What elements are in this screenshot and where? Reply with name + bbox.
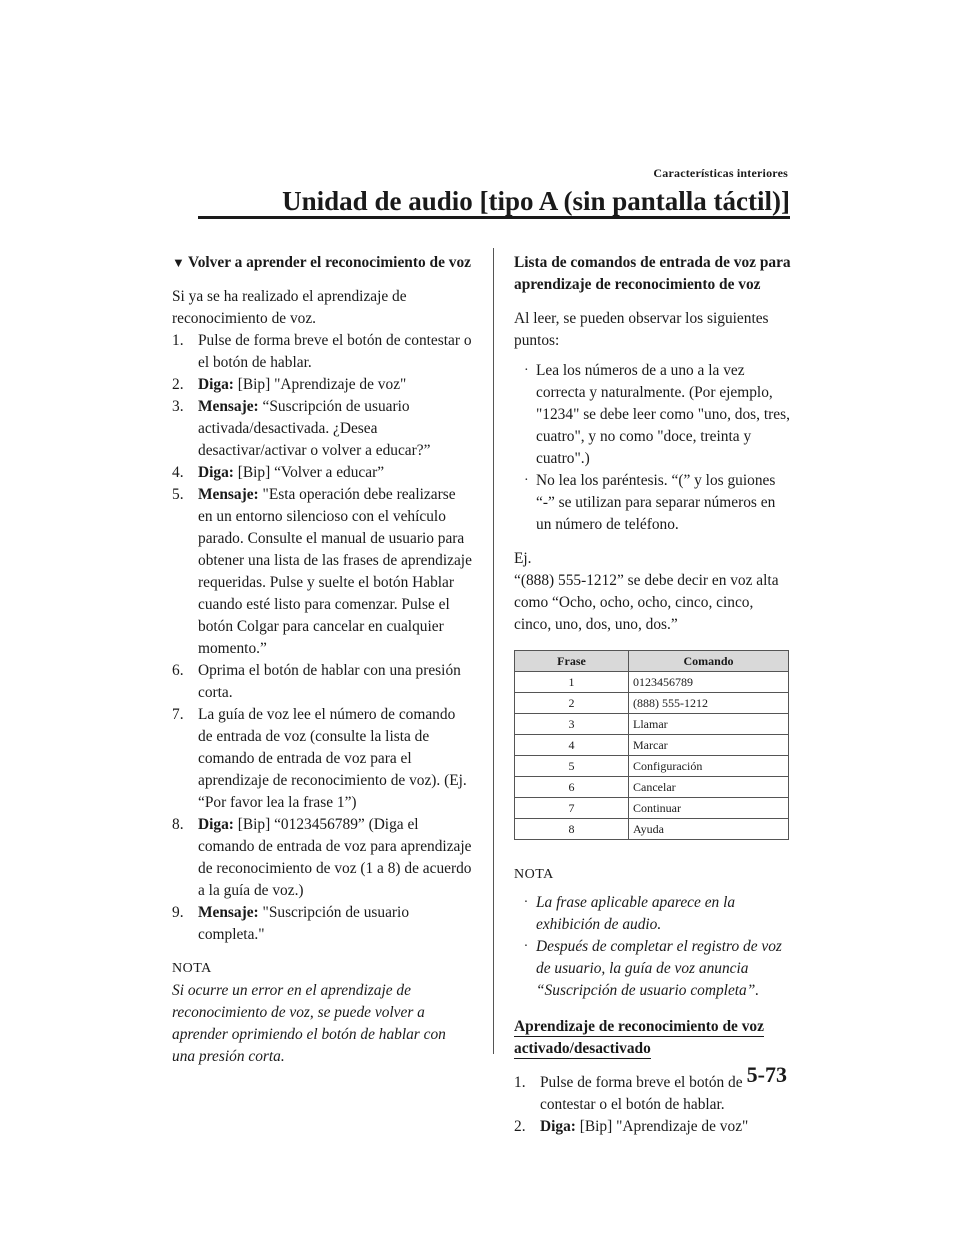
bullet-dot-icon: · <box>524 363 529 378</box>
step-keyword: Mensaje: <box>198 398 259 415</box>
bullet-dot-icon: · <box>524 939 528 954</box>
step-item <box>172 704 472 814</box>
table-cell-comando: Marcar <box>629 735 789 756</box>
bullet-item <box>522 470 792 536</box>
table-cell-comando: (888) 555-1212 <box>629 693 789 714</box>
right-nota-label: NOTA <box>514 867 554 882</box>
step-keyword: Mensaje: <box>198 486 259 503</box>
step-number: 7. <box>172 706 184 723</box>
step-text: Pulse de forma breve el botón de contestar o el botón de hablar. <box>540 1074 743 1113</box>
step-item <box>172 374 472 396</box>
step-number: 3. <box>172 398 184 415</box>
table-row <box>515 735 789 756</box>
step-item <box>514 1116 792 1138</box>
step-text: “Suscripción de usuario activada/desactivada. ¿Desea desactivar/activar o volver a educar?” <box>198 398 431 459</box>
step-body <box>194 374 472 396</box>
table-cell-comando: Ayuda <box>629 819 789 840</box>
step-number: 8. <box>172 816 184 833</box>
step-keyword: Diga: <box>198 816 234 833</box>
table-cell-frase: 6 <box>515 777 629 798</box>
table-cell-comando: Llamar <box>629 714 789 735</box>
right-bullets-list <box>514 360 792 536</box>
left-steps-list <box>172 330 472 946</box>
table-cell-comando: Configuración <box>629 756 789 777</box>
table-header-comando: Comando <box>629 651 789 672</box>
bullet-dot-icon: · <box>524 473 529 488</box>
left-intro: Si ya se ha realizado el aprendizaje de reconocimiento de voz. <box>172 288 407 327</box>
subheading: Aprendizaje de reconocimiento de voz activado/desactivado <box>514 1018 764 1057</box>
example-label: Ej. <box>514 550 532 567</box>
table-cell-frase: 1 <box>515 672 629 693</box>
table-row <box>515 714 789 735</box>
table-row <box>515 819 789 840</box>
step-number: 4. <box>172 464 184 481</box>
step-keyword: Diga: <box>198 464 234 481</box>
bullet-item <box>522 936 792 1002</box>
table-cell-comando: Continuar <box>629 798 789 819</box>
left-heading: ▼ Volver a aprender el reconocimiento de voz <box>172 252 472 274</box>
table-row <box>515 777 789 798</box>
step-number: 6. <box>172 662 184 679</box>
step-text: [Bip] “Volver a educar” <box>233 464 385 481</box>
step-text: [Bip] "Aprendizaje de voz" <box>233 376 407 393</box>
right-heading: Lista de comandos de entrada de voz para aprendizaje de reconocimiento de voz <box>514 254 791 293</box>
step-body <box>536 1116 792 1138</box>
right-column <box>514 252 792 1138</box>
section-label: Características interiores <box>653 166 788 180</box>
bullet-item <box>522 892 792 936</box>
step-item <box>172 484 472 660</box>
table-cell-frase: 7 <box>515 798 629 819</box>
example-text: “(888) 555-1212” se debe decir en voz alta como “Ocho, ocho, ocho, cinco, cinco, cinco, uno, dos, uno, dos.” <box>514 572 779 633</box>
right-nota-bullets <box>514 892 792 1002</box>
bullet-dot-icon: · <box>524 895 528 910</box>
bullet-text: No lea los paréntesis. “(” y los guiones “-” se utilizan para separar números en un número de teléfono. <box>536 472 776 533</box>
right-intro: Al leer, se pueden observar los siguientes puntos: <box>514 310 769 349</box>
table-header-frase: Frase <box>515 651 629 672</box>
step-keyword: Diga: <box>540 1118 576 1135</box>
step-text: [Bip] "Aprendizaje de voz" <box>575 1118 749 1135</box>
table-row <box>515 672 789 693</box>
table-cell-frase: 3 <box>515 714 629 735</box>
step-item <box>172 902 472 946</box>
title-rule <box>198 216 790 219</box>
step-item <box>172 462 472 484</box>
bullet-item <box>522 360 792 470</box>
step-number: 1. <box>514 1074 526 1091</box>
step-text: [Bip] “0123456789” (Diga el comando de entrada de voz para aprendizaje de reconocimiento de voz (1 a 8) de acuerdo a la guía de voz.) <box>198 816 472 899</box>
step-number: 2. <box>172 376 184 393</box>
step-text: "Suscripción de usuario completa." <box>198 904 410 943</box>
step-item <box>172 396 472 462</box>
step-body <box>194 704 472 814</box>
step-text: La guía de voz lee el número de comando de entrada de voz (consulte la lista de comando de entrada de voz para el aprendizaje de reconocimiento de voz). (Ej. “Por favor lea la frase 1”) <box>198 706 467 811</box>
step-item <box>172 330 472 374</box>
table-cell-comando: 0123456789 <box>629 672 789 693</box>
step-body <box>194 902 472 946</box>
step-number: 2. <box>514 1118 526 1135</box>
step-keyword: Diga: <box>198 376 234 393</box>
table-row <box>515 693 789 714</box>
step-text: Pulse de forma breve el botón de contestar o el botón de hablar. <box>198 332 472 371</box>
command-table <box>514 650 789 840</box>
column-divider <box>493 248 494 1054</box>
subheading-wrap <box>514 1016 792 1060</box>
step-number: 5. <box>172 486 184 503</box>
step-text: Oprima el botón de hablar con una presión corta. <box>198 662 461 701</box>
step-body <box>194 330 472 374</box>
step-keyword: Mensaje: <box>198 904 259 921</box>
step-body <box>194 462 472 484</box>
page-number: 5-73 <box>746 1062 787 1087</box>
step-number: 1. <box>172 332 184 349</box>
step-body <box>194 660 472 704</box>
bullet-text: La frase aplicable aparece en la exhibición de audio. <box>536 894 736 933</box>
table-cell-frase: 8 <box>515 819 629 840</box>
bullet-text: Lea los números de a uno a la vez correcta y naturalmente. (Por ejemplo, "1234" se debe leer como "uno, dos, tres, cuatro", y no como "doce, treinta y cuatro".) <box>536 362 790 467</box>
table-cell-frase: 5 <box>515 756 629 777</box>
left-nota-text: Si ocurre un error en el aprendizaje de reconocimiento de voz, se puede volver a aprender oprimiendo el botón de hablar con una presión corta. <box>172 982 446 1065</box>
step-body <box>194 814 472 902</box>
step-item <box>172 814 472 902</box>
step-body <box>194 484 472 660</box>
table-cell-frase: 4 <box>515 735 629 756</box>
step-number: 9. <box>172 904 184 921</box>
table-row <box>515 798 789 819</box>
triangle-marker-icon: ▼ <box>172 255 185 270</box>
bullet-text: Después de completar el registro de voz de usuario, la guía de voz anuncia “Suscripción de usuario completa”. <box>536 938 782 999</box>
step-text: "Esta operación debe realizarse en un entorno silencioso con el vehículo parado. Consulte el manual de usuario para obtener una lista de las frases de aprendizaje requeridas. Pulse y suelte el botón Hablar cuando esté listo para comenzar. Pulse el botón Colgar para cancelar en cualquier momento.” <box>198 486 472 657</box>
table-cell-comando: Cancelar <box>629 777 789 798</box>
table-row <box>515 756 789 777</box>
table-cell-frase: 2 <box>515 693 629 714</box>
page-title: Unidad de audio [tipo A (sin pantalla táctil)] <box>282 186 790 216</box>
step-item <box>172 660 472 704</box>
step-body <box>194 396 472 462</box>
left-nota-label: NOTA <box>172 961 212 976</box>
left-column <box>172 252 472 1068</box>
